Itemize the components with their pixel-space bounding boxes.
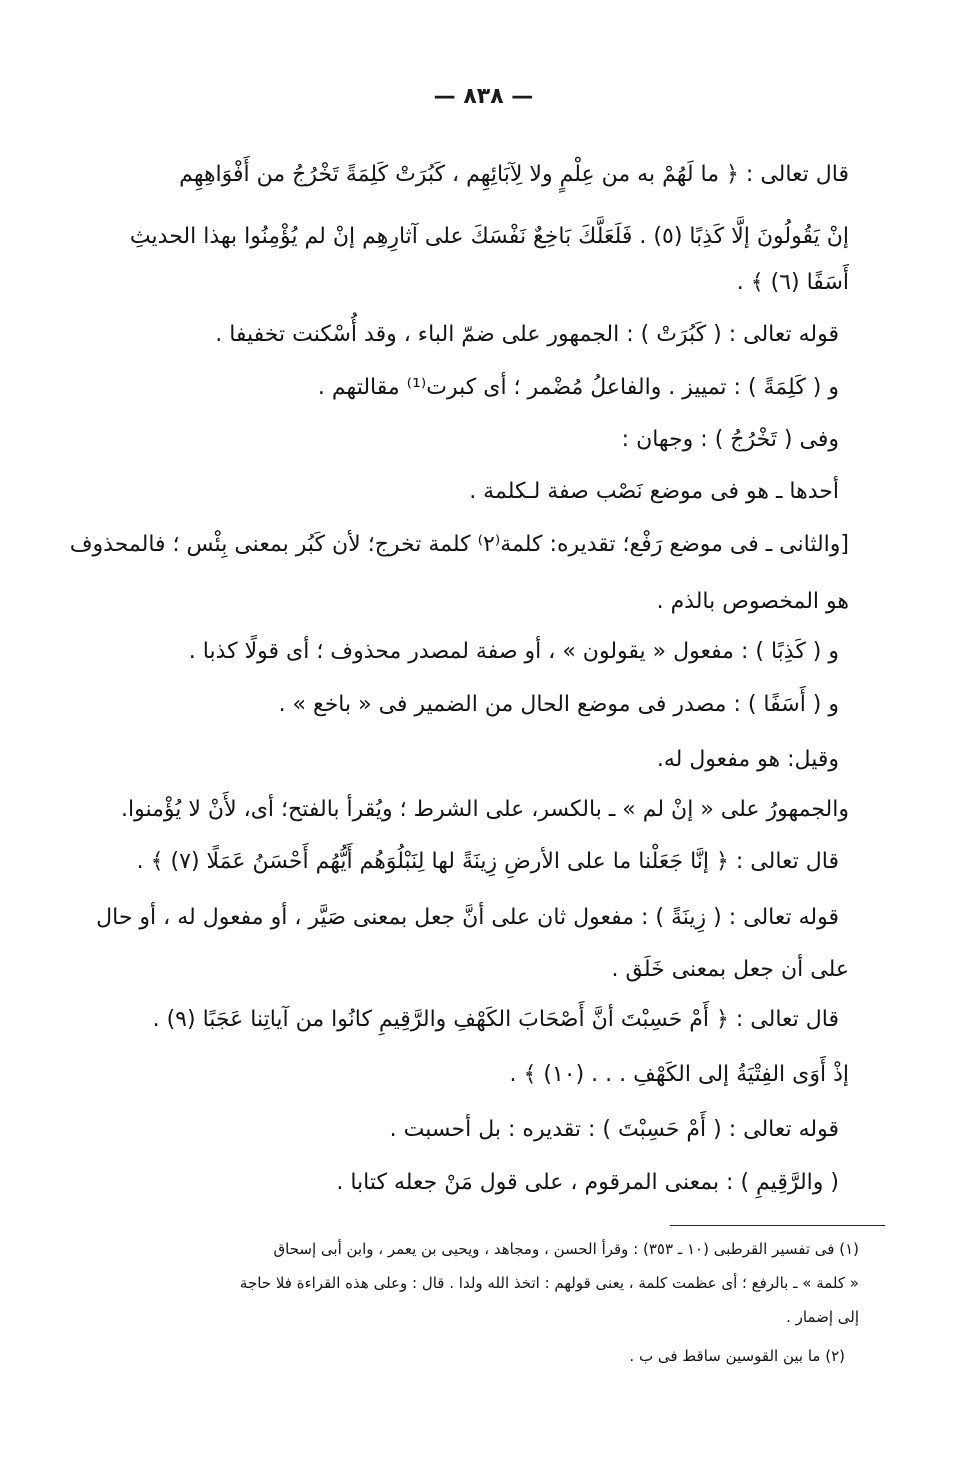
text-line: وقيل: هو مفعول له. xyxy=(656,747,839,772)
text-line: و ( كَلِمَةً ) : تمييز . والفاعلُ مُضْمر ؛ أى كبرت⁽¹⁾ مقالتهم . xyxy=(317,375,839,400)
text-line: و ( أَسَفًا ) : مصدر فى موضع الحال من الضمير فى « باخع » . xyxy=(278,692,839,717)
text-line: على أن جعل بمعنى خَلَق . xyxy=(611,957,849,982)
text-line: وفى ( تَخْرُجُ ) : وجهان : xyxy=(621,427,839,452)
text-line: هو المخصوص بالذم . xyxy=(656,589,849,614)
text-line: والجمهورُ على « إنْ لم » ـ بالكسر، على الشرط ؛ ويُقرأ بالفتح؛ أى، لأَنْ لا يُؤْمنوا. xyxy=(121,797,849,822)
text-line: قال تعالى : ﴿ ما لَهُمْ به من عِلْمٍ ولا لِآبَائِهِم ، كَبُرَتْ كَلِمَةً تَخْرُجُ من أَفْوَاهِهِم xyxy=(179,162,849,187)
footnote-line: (٢) ما بين القوسين ساقط فى ب . xyxy=(629,1347,845,1365)
footnote-line: (١) فى تفسير القرطبى (١٠ ـ ٣٥٣) : وقرأ الحسن ، ومجاهد ، ويحيى بن يعمر ، وابن أبى إسحاق xyxy=(273,1240,859,1258)
text-line: إذْ أَوَى الفِتْيَةُ إلى الكَهْفِ . . . (١٠) ﴾ . xyxy=(509,1062,849,1087)
text-line: قال تعالى : ﴿ إنَّا جَعَلْنا ما على الأرضِ زِينَةً لها لِنَبْلُوَهُم أَيُّهُم أَحْسَنُ عَمَلًا (٧) ﴾ . xyxy=(136,849,839,874)
text-line: قوله تعالى : ( كَبُرَتْ ) : الجمهور على ضمّ الباء ، وقد أُسْكنت تخفيفا . xyxy=(215,322,839,347)
text-line: أحدها ـ هو فى موضع نَصْب صفة لـكلمة . xyxy=(469,479,839,504)
text-line: قال تعالى : ﴿ أَمْ حَسِبْتَ أنَّ أَصْحَابَ الكَهْفِ والرَّقِيمِ كانُوا من آياتِنا عَجَبًا (٩) . xyxy=(152,1007,839,1032)
text-line: أَسَفًا (٦) ﴾ . xyxy=(736,270,849,295)
text-line: و ( كَذِبًا ) : مفعول « يقولون » ، أو صفة لمصدر محذوف ؛ أى قولًا كذبا . xyxy=(188,639,839,664)
page-number: — ٨٣٨ — xyxy=(433,84,534,109)
footnote-divider xyxy=(670,1225,885,1226)
text-line: ( والرَّقِيمِ ) : بمعنى المرقوم ، على قول مَنْ جعله كتابا . xyxy=(336,1170,839,1195)
text-line: قوله تعالى : ( أَمْ حَسِبْتَ ) : تقديره : بل أحسبت . xyxy=(389,1117,839,1142)
text-line: قوله تعالى : ( زِينَةً ) : مفعول ثان على أنَّ جعل بمعنى صَيَّر ، أو مفعول له ، أو حال xyxy=(96,905,839,930)
footnote-line: إلى إضمار . xyxy=(786,1308,859,1326)
text-line: [والثانى ـ فى موضع رَفْع؛ تقديره: كلمة⁽٢⁾ كلمة تخرج؛ لأن كَبُر بمعنى بِئْس ؛ فالمحذوف xyxy=(69,532,849,557)
text-line: إنْ يَقُولُونَ إلَّا كَذِبًا (٥) . فَلَعَلَّكَ بَاخِعٌ نَفْسَكَ على آثارِهِم إنْ لم يُؤْمِنُوا بهذا الحديثِ xyxy=(129,224,849,249)
footnote-line: « كلمة » ـ بالرفع ؛ أى عظمت كلمة ، يعنى قولهم : اتخذ الله ولدا . قال : وعلى هذه القراءة فلا حاجة xyxy=(239,1274,859,1292)
